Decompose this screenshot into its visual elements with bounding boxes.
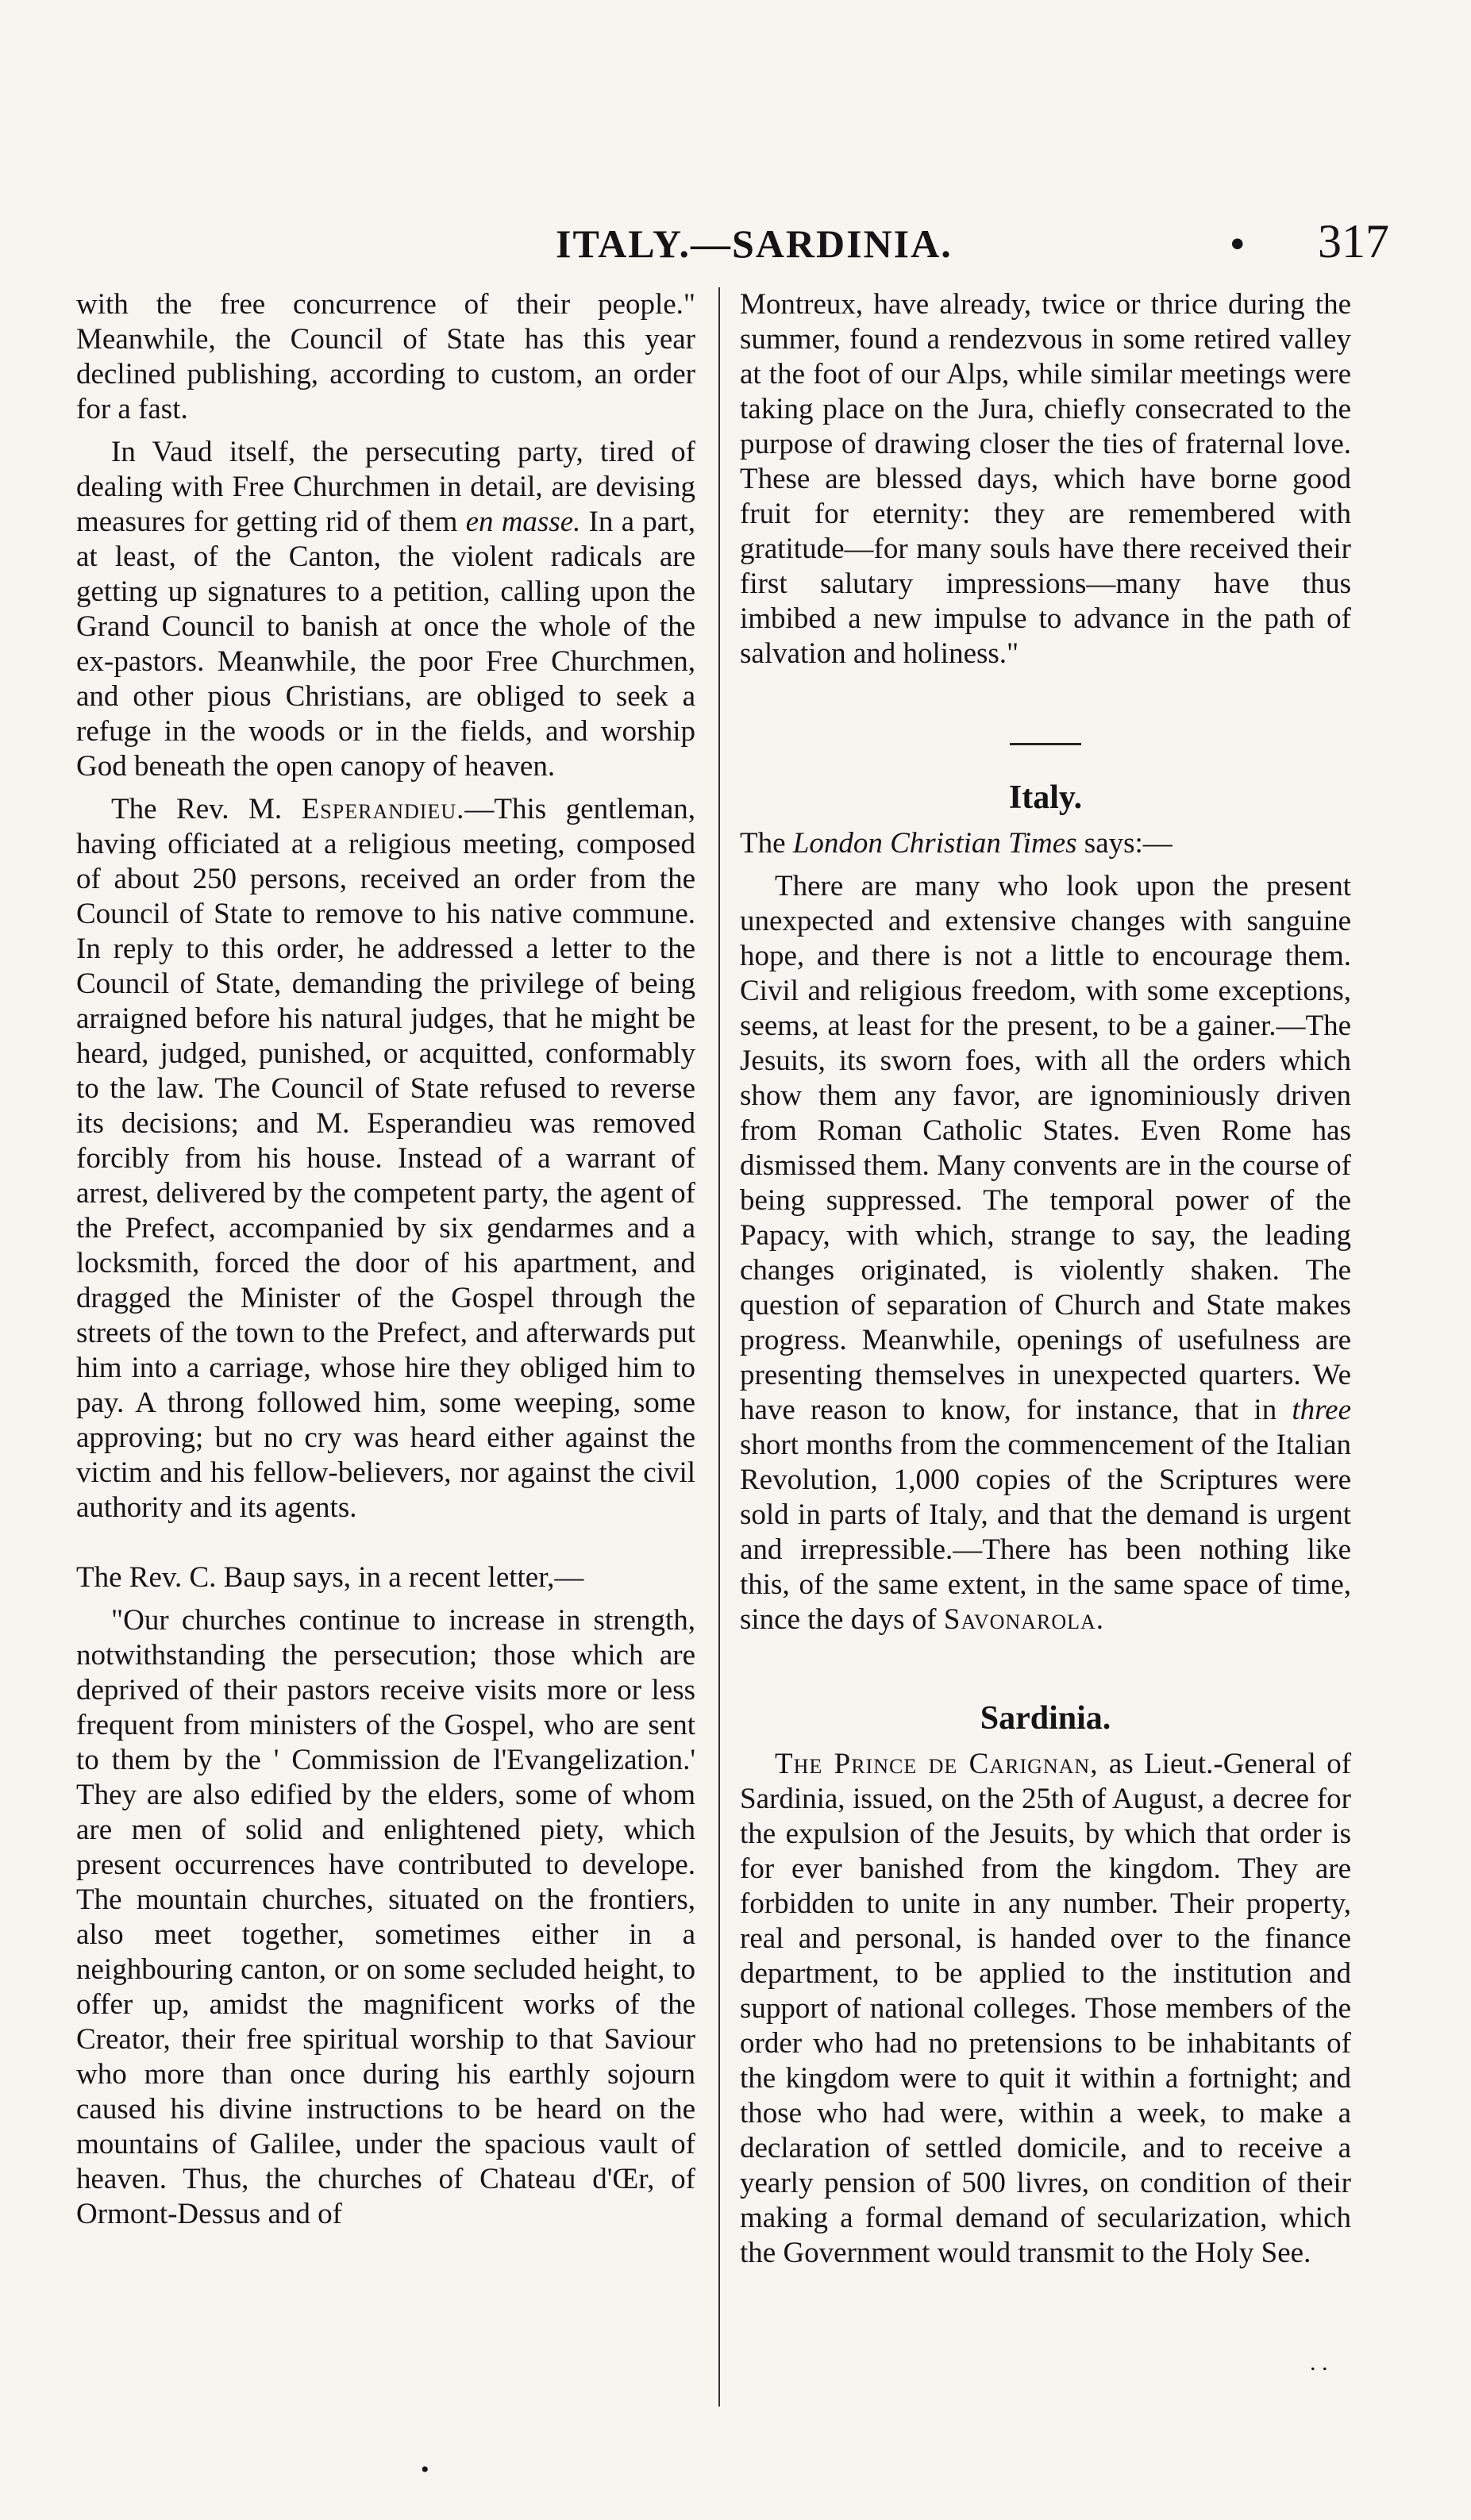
italy-paragraph: There are many who look upon the present unexpected and extensive changes with sanguine hope, and there is not a little to encourage them. Civil and religious freedom, with some exceptions, seems, at least for the present, to be a gainer.—The Jesuits, its sworn foes, with all the orders which show them any favor, are ignominiously driven from Roman Catholic States. Even Rome has dismissed them. Many convents are in the course of being suppressed. The temporal power of the Papacy, with which, strange to say, the leading changes originated, is violently shaken. The question of separation of Church and State makes progress. Meanwhile, openings of usefulness are presenting themselves in unexpected quarters. We have reason to know, for instance, that in three short months from the commencement of the Italian Revolution, 1,000 copies of the Scriptures were sold in parts of Italy, and that the demand is urgent and irrepressible.—There has been nothing like this, of the same extent, in the same space of time, since the days of Savonarola. [740, 870, 1352, 1636]
header-dot: • [1230, 221, 1245, 266]
italy-intro: The London Christian Times says:— [740, 827, 1173, 860]
emphasis-three: three [1292, 1394, 1352, 1426]
left-paragraph-baup: The Rev. C. Baup says, in a recent letter,— [76, 1561, 584, 1594]
emphasis-london-christian-times: London Christian Times [792, 827, 1077, 860]
section-heading-sardinia: Sardinia. [980, 1700, 1111, 1737]
running-title: ITALY.—SARDINIA. [556, 221, 953, 266]
left-paragraph-esperandieu: The Rev. M. Esperandieu.—This gentleman, having officiated at a religious meeting, composed of about 250 persons, received an order from the Council of State to remove to his native commune. In reply to this order, he addressed a letter to the Council of State, demanding the privilege of being arraigned before his natural judges, that he might be heard, judged, punished, or acquitted, conformably to the law. The Council of State refused to reverse its decisions; and M. Esperandieu was removed forcibly from his house. Instead of a warrant of arrest, delivered by the competent party, the agent of the Prefect, accompanied by six gendarmes and a locksmith, forced the door of his apartment, and dragged the Minister of the Gospel through the streets of the town to the Prefect, and afterwards put him into a carriage, whose hire they obliged him to pay. A throng followed him, some weeping, some approving; but no cry was heard either against the victim and his fellow-believers, nor against the civil authority and its agents. [76, 793, 696, 1524]
column-divider [718, 287, 720, 2407]
left-paragraph-quote: "Our churches continue to increase in strength, notwithstanding the persecution; those which are deprived of their pastors receive visits more or less frequent from ministers of the Gospel, who are sent to them by the ' Commission de l'Evangelization.' They are also edified by the elders, some of whom are men of solid and enlightened piety, which present occurrences have contributed to develope. The mountain churches, situated on the frontiers, also meet together, sometimes either in a neighbouring canton, or on some secluded height, to offer up, amidst the magnificent works of the Creator, their free spiritual worship to that Saviour who more than once during his earthly sojourn caused his divine instructions to be heard on the mountains of Galilee, under the spacious vault of heaven. Thus, the churches of Chateau d'Œr, of Ormont-Dessus and of [76, 1604, 695, 2230]
left-paragraph-2: In Vaud itself, the persecuting party, tired of dealing with Free Churchmen in detail, are devising measures for getting rid of them en masse. In a part, at least, of the Canton, the violent radicals are getting up signatures to a petition, calling upon the Grand Council to banish at once the whole of the ex-pastors. Meanwhile, the poor Free Churchmen, and other pious Christians, are obliged to seek a refuge in the woods or in the fields, and worship God beneath the open canopy of heaven. [76, 436, 695, 783]
section-separator [1010, 743, 1081, 745]
left-paragraph-1: with the free concurrence of their people." Meanwhile, the Council of State has this year declined publishing, according to custom, an order for a fast. [76, 288, 695, 425]
page-header [71, 214, 1389, 278]
emphasis-en-masse: en masse. [465, 506, 581, 538]
left-column [76, 287, 695, 2240]
section-heading-italy: Italy. [1008, 779, 1083, 816]
name-prince-de-carignan: The Prince de Carignan, [775, 1748, 1099, 1780]
sardinia-paragraph: The Prince de Carignan, as Lieut.-General of Sardinia, issued, on the 25th of August, a decree for the expulsion of the Jesuits, by which that order is for ever banished from the kingdom. They are forbidden to unite in any number. Their property, real and personal, is handed over to the finance department, to be applied to the institution and support of national colleges. Those members of the order who had no pretensions to be inhabitants of the kingdom were to quit it within a fortnight; and those who had were, within a week, to make a declaration of settled domicile, and to receive a yearly pension of 500 livres, on condition of their making a formal demand of secularization, which the Government would transmit to the Holy See. [740, 1748, 1352, 2269]
name-esperandieu: Esperandieu. [301, 793, 465, 825]
right-column [740, 287, 1351, 2279]
bottom-right-mark: . . [1310, 2349, 1328, 2376]
page-number: 317 [1318, 215, 1389, 267]
name-savonarola: Savonarola. [943, 1603, 1105, 1636]
bottom-mark: • [421, 2457, 429, 2483]
right-paragraph-1: Montreux, have already, twice or thrice during the summer, found a rendezvous in some retired valley at the foot of our Alps, while similar meetings were taking place on the Jura, chiefly consecrated to the purpose of drawing closer the ties of fraternal love. These are blessed days, which have borne good fruit for eternity: they are remembered with gratitude—for many souls have there received their first salutary impressions—many have thus imbibed a new impulse to advance in the path of salvation and holiness." [740, 288, 1351, 670]
